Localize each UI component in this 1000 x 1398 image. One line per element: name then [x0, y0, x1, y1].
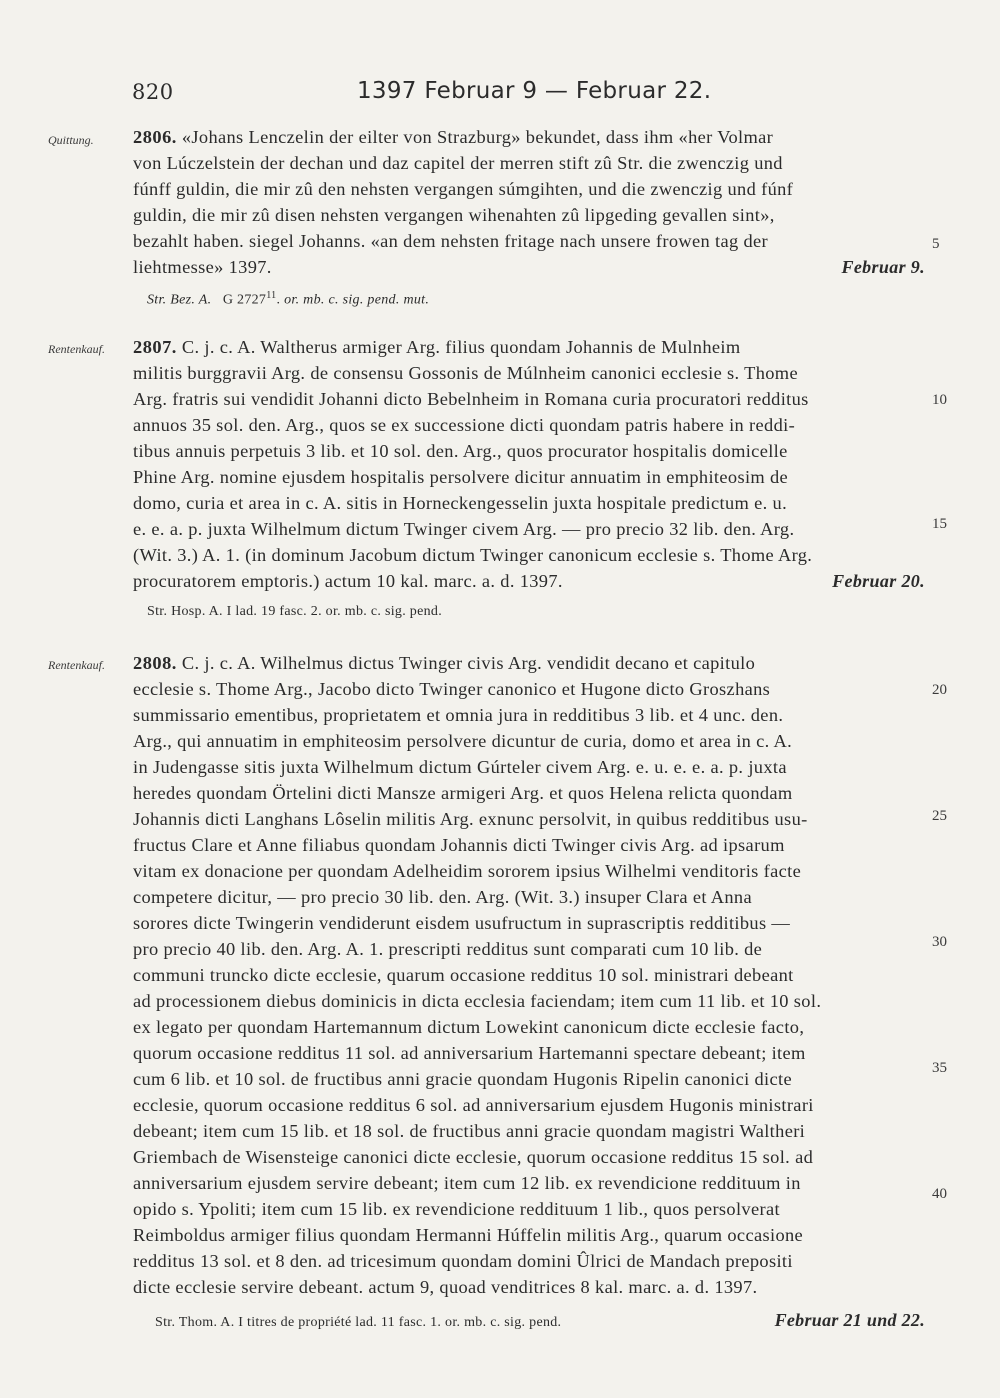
margin-label-rentenkauf: Rentenkauf. — [48, 342, 105, 356]
entry-2806 — [133, 124, 925, 309]
text-line: communi truncko dicte ecclesie, quarum occasione redditus 10 sol. ministrari debeant — [133, 965, 794, 985]
line-number: 20 — [932, 682, 947, 698]
text-line: cum 6 lib. et 10 sol. de fructibus anni gracie quondam Hugonis Ripelin canonici dicte — [133, 1069, 792, 1089]
entry-text — [133, 334, 925, 594]
text-line: summissario ementibus, proprietatem et omnia jura in redditibus 3 lib. et 4 unc. den. — [133, 705, 784, 725]
text-line: pro precio 40 lib. den. Arg. A. 1. prescripti redditus sunt comparati cum 10 lib. de — [133, 939, 763, 959]
text-line: (Wit. 3.) A. 1. (in dominum Jacobum dictum Twinger canonicum ecclesie s. Thome Arg. — [133, 545, 813, 565]
entry-text — [133, 650, 925, 1300]
text-line: opido s. Ypoliti; item cum 15 lib. ex revendicione reddituum 1 lib., quos persolverat — [133, 1199, 780, 1219]
date-line — [133, 254, 925, 280]
text-line: sorores dicte Twingerin vendiderunt eisdem usufructum in suprascriptis redditibus — — [133, 913, 791, 933]
entry-text — [133, 124, 925, 280]
entry-date: Februar 20. — [832, 571, 925, 591]
text-line: Griembach de Wisensteige canonici dicte ecclesie, quorum occasione redditus 15 sol. ad — [133, 1147, 814, 1167]
text-line: militis burggravii Arg. de consensu Gossonis de Múlnheim canonici ecclesie s. Thome — [133, 363, 798, 383]
text-line: competere dicitur, — pro precio 30 lib. den. Arg. (Wit. 3.) insuper Clara et Anna — [133, 887, 752, 907]
page-header — [0, 80, 1000, 114]
entry-date: Februar 9. — [841, 257, 925, 277]
text-line: Phine Arg. nomine ejusdem hospitalis persolvere dicitur annuatim in emphiteosim de — [133, 467, 789, 487]
text-line: e. e. a. p. juxta Wilhelmum dictum Twinger civem Arg. — pro precio 32 lib. den. Arg. — [133, 519, 795, 539]
line-number: 5 — [932, 236, 940, 252]
text-line: redditus 13 sol. et 8 den. ad tricesimum quondam domini Ûlrici de Mandach prepositi — [133, 1251, 793, 1271]
text-line: anniversarium ejusdem servire debeant; item cum 12 lib. ex revendicione reddituum in — [133, 1173, 801, 1193]
entry-2808 — [133, 650, 925, 1331]
text-line: Arg. fratris sui vendidit Johanni dicto Bebelnheim in Romana curia procuratori redditus — [133, 389, 809, 409]
date-line — [133, 568, 925, 594]
page-number: 820 — [132, 80, 174, 104]
text-line: 2807. C. j. c. A. Waltherus armiger Arg. filius quondam Johannis de Mulnheim — [133, 337, 741, 357]
text-line: ecclesie, quorum occasione redditus 6 sol. ad anniversarium ejusdem Hugonis ministrari — [133, 1095, 814, 1115]
text-line: guldin, die mir zû disen nehsten vergangen wihenahten zû lipgeding gevallen sint», — [133, 205, 775, 225]
text-line: 2806. «Johans Lenczelin der eilter von Strazburg» bekundet, dass ihm «her Volmar — [133, 127, 774, 147]
entry-number: 2806. — [133, 127, 177, 147]
line-number: 25 — [932, 808, 947, 824]
line-number: 15 — [932, 516, 947, 532]
text-line: fúnff guldin, die mir zû den nehsten vergangen súmgihten, und die zwenczig und fúnf — [133, 179, 794, 199]
text-line: bezahlt haben. siegel Johanns. «an dem nehsten fritage nach unsere frowen tag der — [133, 231, 769, 251]
running-head: 1397 Februar 9 — Februar 22. — [357, 78, 712, 104]
text-line: Arg., qui annuatim in emphiteosim persolvere dicuntur de curia, domo et area in c. A. — [133, 731, 793, 751]
text-line: von Lúczelstein der dechan und daz capitel der merren stift zû Str. die zwenczig und — [133, 153, 783, 173]
text-line: ex legato per quondam Hartemannum dictum Lowekint canonicum dicte ecclesie facto, — [133, 1017, 805, 1037]
source-text: Str. Thom. A. I titres de propriété lad. 11 fasc. 1. or. mb. c. sig. pend. — [155, 1315, 562, 1330]
text-line: dicte ecclesie servire debeant. actum 9, quoad venditrices 8 kal. marc. a. d. 1397. — [133, 1277, 758, 1297]
line-number: 30 — [932, 934, 947, 950]
margin-label-quittung: Quittung. — [48, 133, 94, 147]
text-line: ecclesie s. Thome Arg., Jacobo dicto Twinger canonico et Hugone dicto Groszhans — [133, 679, 771, 699]
text-line: annuos 35 sol. den. Arg., quos se ex successione dicti quondam patris habere in reddi- — [133, 415, 796, 435]
text-line: ad processionem diebus dominicis in dicta ecclesia faciendam; item cum 11 lib. et 10 sol. — [133, 991, 822, 1011]
line-number: 40 — [932, 1186, 947, 1202]
text-line: fructus Clare et Anne filiabus quondam Johannis dicti Twinger civis Arg. ad ipsarum — [133, 835, 785, 855]
entry-number: 2807. — [133, 337, 177, 357]
text-line: quorum occasione redditus 11 sol. ad anniversarium Hartemanni spectare debeant; item — [133, 1043, 806, 1063]
text-line: 2808. C. j. c. A. Wilhelmus dictus Twinger civis Arg. vendidit decano et capitulo — [133, 653, 756, 673]
text-line: debeant; item cum 15 lib. et 18 sol. de fructibus anni gracie quondam magistri Waltheri — [133, 1121, 806, 1141]
entry-number: 2808. — [133, 653, 177, 673]
entry-date: Februar 21 und 22. — [774, 1310, 925, 1330]
text-line: liehtmesse» 1397. — [133, 257, 272, 277]
text-line: heredes quondam Örtelini dicti Mansze armigeri Arg. et quos Helena relicta quondam — [133, 783, 793, 803]
entry-2807 — [133, 334, 925, 620]
line-number: 35 — [932, 1060, 947, 1076]
source-citation — [133, 1310, 925, 1331]
text-line: Reimboldus armiger filius quondam Hermanni Húffelin militis Arg., quarum occasione — [133, 1225, 804, 1245]
text-line: tibus annuis perpetuis 3 lib. et 10 sol. den. Arg., quos procurator hospitalis domicelle — [133, 441, 788, 461]
source-citation: Str. Bez. A. G 2727$^{11}$. or. mb. c. sig. pend. mut. — [147, 290, 430, 308]
text-line: vitam ex donacione per quondam Adelheidim sororem ipsius Wilhelmi venditoris facte — [133, 861, 802, 881]
source-citation: Str. Hosp. A. I lad. 19 fasc. 2. or. mb. c. sig. pend. — [147, 604, 443, 619]
text-line: procuratorem emptoris.) actum 10 kal. marc. a. d. 1397. — [133, 571, 563, 591]
text-line: domo, curia et area in c. A. sitis in Horneckengesselin juxta hospitale predictum e. u. — [133, 493, 788, 513]
text-line: Johannis dicti Langhans Lôselin militis Arg. exnunc persolvit, in quibus redditibus usu- — [133, 809, 808, 829]
margin-label-rentenkauf: Rentenkauf. — [48, 658, 105, 672]
line-number: 10 — [932, 392, 947, 408]
text-line: in Judengasse sitis juxta Wilhelmum dictum Gúrteler civem Arg. e. u. e. e. a. p. juxta — [133, 757, 787, 777]
